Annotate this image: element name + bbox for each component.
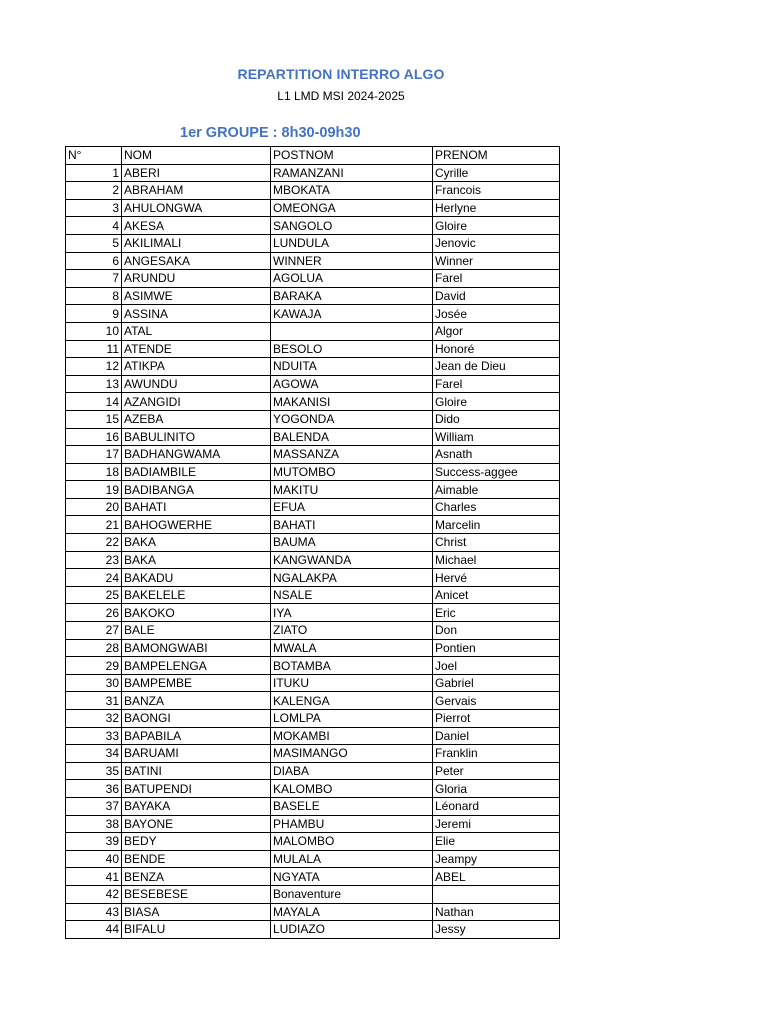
row-number: 10 (66, 322, 122, 340)
row-prenom: Jeampy (433, 850, 560, 868)
table-row (66, 622, 560, 640)
row-postnom: DIABA (271, 762, 433, 780)
row-prenom: Charles (433, 498, 560, 516)
row-number: 7 (66, 270, 122, 288)
row-prenom: Jean de Dieu (433, 358, 560, 376)
row-postnom: RAMANZANI (271, 164, 433, 182)
row-prenom: Gloire (433, 217, 560, 235)
row-postnom: MAKANISI (271, 393, 433, 411)
row-nom: ANGESAKA (122, 252, 271, 270)
row-postnom: LUNDULA (271, 234, 433, 252)
row-prenom: Anicet (433, 586, 560, 604)
row-prenom: Nathan (433, 903, 560, 921)
table-row (66, 358, 560, 376)
row-postnom: KALOMBO (271, 780, 433, 798)
row-prenom: Herlyne (433, 199, 560, 217)
row-postnom: MUTOMBO (271, 463, 433, 481)
row-nom: BAYAKA (122, 797, 271, 815)
row-number: 34 (66, 745, 122, 763)
row-prenom: Gloria (433, 780, 560, 798)
table-row (66, 340, 560, 358)
table-row (66, 164, 560, 182)
table-row (66, 305, 560, 323)
row-prenom: Elie (433, 833, 560, 851)
table-row (66, 868, 560, 886)
row-nom: BIASA (122, 903, 271, 921)
row-nom: BAKELELE (122, 586, 271, 604)
table-header-row (66, 147, 560, 165)
row-nom: AZEBA (122, 410, 271, 428)
table-row (66, 815, 560, 833)
document-subtitle: L1 LMD MSI 2024-2025 (277, 89, 405, 103)
header-nom: NOM (122, 147, 271, 165)
row-nom: BAPABILA (122, 727, 271, 745)
row-postnom: MAKITU (271, 481, 433, 499)
row-nom: BALE (122, 622, 271, 640)
row-postnom: EFUA (271, 498, 433, 516)
row-number: 14 (66, 393, 122, 411)
row-number: 44 (66, 921, 122, 939)
row-number: 3 (66, 199, 122, 217)
row-prenom: Farel (433, 375, 560, 393)
table-row (66, 569, 560, 587)
table-row (66, 498, 560, 516)
row-nom: ATENDE (122, 340, 271, 358)
row-number: 6 (66, 252, 122, 270)
row-nom: BAHOGWERHE (122, 516, 271, 534)
row-postnom: KANGWANDA (271, 551, 433, 569)
row-number: 21 (66, 516, 122, 534)
row-nom: BABULINITO (122, 428, 271, 446)
row-number: 37 (66, 797, 122, 815)
row-number: 22 (66, 534, 122, 552)
row-prenom: Joel (433, 657, 560, 675)
row-nom: ARUNDU (122, 270, 271, 288)
table-row (66, 833, 560, 851)
row-number: 25 (66, 586, 122, 604)
row-postnom: MALOMBO (271, 833, 433, 851)
row-nom: BIFALU (122, 921, 271, 939)
row-postnom: WINNER (271, 252, 433, 270)
row-postnom: NSALE (271, 586, 433, 604)
table-row (66, 745, 560, 763)
row-number: 41 (66, 868, 122, 886)
row-number: 42 (66, 885, 122, 903)
row-number: 36 (66, 780, 122, 798)
table-row (66, 252, 560, 270)
row-postnom: KALENGA (271, 692, 433, 710)
row-prenom: Aimable (433, 481, 560, 499)
row-postnom: BARAKA (271, 287, 433, 305)
row-prenom: Léonard (433, 797, 560, 815)
table-row (66, 217, 560, 235)
table-body (66, 164, 560, 938)
row-prenom: Honoré (433, 340, 560, 358)
table-row (66, 797, 560, 815)
row-nom: BAKOKO (122, 604, 271, 622)
table-row (66, 375, 560, 393)
row-postnom: IYA (271, 604, 433, 622)
row-number: 23 (66, 551, 122, 569)
row-postnom: ITUKU (271, 674, 433, 692)
table-row (66, 921, 560, 939)
table-row (66, 885, 560, 903)
table-row (66, 604, 560, 622)
row-postnom: LOMLPA (271, 710, 433, 728)
row-nom: BESEBESE (122, 885, 271, 903)
row-prenom: Gabriel (433, 674, 560, 692)
row-prenom: Francois (433, 182, 560, 200)
row-nom: BEDY (122, 833, 271, 851)
row-nom: BADHANGWAMA (122, 446, 271, 464)
row-postnom: BOTAMBA (271, 657, 433, 675)
table-row (66, 287, 560, 305)
row-nom: AZANGIDI (122, 393, 271, 411)
row-number: 31 (66, 692, 122, 710)
table-row (66, 674, 560, 692)
row-postnom: ZIATO (271, 622, 433, 640)
row-prenom: Marcelin (433, 516, 560, 534)
row-number: 30 (66, 674, 122, 692)
row-postnom (271, 322, 433, 340)
row-nom: AKILIMALI (122, 234, 271, 252)
row-prenom: William (433, 428, 560, 446)
row-number: 35 (66, 762, 122, 780)
row-number: 5 (66, 234, 122, 252)
row-postnom: BAUMA (271, 534, 433, 552)
row-nom: BADIBANGA (122, 481, 271, 499)
row-number: 15 (66, 410, 122, 428)
row-prenom: Jessy (433, 921, 560, 939)
row-nom: BATUPENDI (122, 780, 271, 798)
row-nom: BENDE (122, 850, 271, 868)
row-nom: AWUNDU (122, 375, 271, 393)
row-postnom: KAWAJA (271, 305, 433, 323)
table-row (66, 516, 560, 534)
table-row (66, 428, 560, 446)
row-number: 12 (66, 358, 122, 376)
row-postnom: OMEONGA (271, 199, 433, 217)
row-postnom: MULALA (271, 850, 433, 868)
row-nom: ASSINA (122, 305, 271, 323)
row-nom: BAONGI (122, 710, 271, 728)
row-prenom: Gloire (433, 393, 560, 411)
row-postnom: AGOLUA (271, 270, 433, 288)
row-postnom: NDUITA (271, 358, 433, 376)
row-number: 11 (66, 340, 122, 358)
row-postnom: MAYALA (271, 903, 433, 921)
row-nom: BADIAMBILE (122, 463, 271, 481)
row-prenom: Peter (433, 762, 560, 780)
row-postnom: BESOLO (271, 340, 433, 358)
row-number: 1 (66, 164, 122, 182)
document-title: REPARTITION INTERRO ALGO (237, 66, 445, 82)
row-prenom: Cyrille (433, 164, 560, 182)
row-number: 16 (66, 428, 122, 446)
row-number: 9 (66, 305, 122, 323)
row-prenom: Franklin (433, 745, 560, 763)
row-postnom: NGYATA (271, 868, 433, 886)
row-number: 27 (66, 622, 122, 640)
table-row (66, 639, 560, 657)
row-nom: ATIKPA (122, 358, 271, 376)
row-prenom: Algor (433, 322, 560, 340)
row-postnom: MASIMANGO (271, 745, 433, 763)
row-nom: BAMONGWABI (122, 639, 271, 657)
header-number: N° (66, 147, 122, 165)
row-number: 13 (66, 375, 122, 393)
row-number: 33 (66, 727, 122, 745)
row-postnom: NGALAKPA (271, 569, 433, 587)
header-postnom: POSTNOM (271, 147, 433, 165)
row-nom: BAHATI (122, 498, 271, 516)
row-prenom: Christ (433, 534, 560, 552)
table-row (66, 850, 560, 868)
table-row (66, 903, 560, 921)
group-heading: 1er GROUPE : 8h30-09h30 (180, 125, 361, 141)
row-nom: BAMPELENGA (122, 657, 271, 675)
row-postnom: BALENDA (271, 428, 433, 446)
table-row (66, 182, 560, 200)
row-prenom: Pierrot (433, 710, 560, 728)
row-prenom: Eric (433, 604, 560, 622)
row-nom: BAKA (122, 551, 271, 569)
row-prenom: Josée (433, 305, 560, 323)
row-nom: BAKA (122, 534, 271, 552)
row-number: 8 (66, 287, 122, 305)
row-prenom: David (433, 287, 560, 305)
row-number: 29 (66, 657, 122, 675)
row-prenom: Jeremi (433, 815, 560, 833)
row-nom: BAYONE (122, 815, 271, 833)
row-number: 26 (66, 604, 122, 622)
row-prenom: Gervais (433, 692, 560, 710)
table-row (66, 534, 560, 552)
row-nom: ATAL (122, 322, 271, 340)
table-row (66, 446, 560, 464)
row-nom: ABRAHAM (122, 182, 271, 200)
row-number: 2 (66, 182, 122, 200)
row-postnom: PHAMBU (271, 815, 433, 833)
header-prenom: PRENOM (433, 147, 560, 165)
row-postnom: YOGONDA (271, 410, 433, 428)
table-row (66, 270, 560, 288)
table-row (66, 551, 560, 569)
row-postnom: Bonaventure (271, 885, 433, 903)
row-prenom: Pontien (433, 639, 560, 657)
table-row (66, 234, 560, 252)
row-nom: BAKADU (122, 569, 271, 587)
row-nom: BATINI (122, 762, 271, 780)
row-number: 32 (66, 710, 122, 728)
row-number: 19 (66, 481, 122, 499)
row-postnom: MASSANZA (271, 446, 433, 464)
table-row (66, 393, 560, 411)
table-row (66, 657, 560, 675)
row-nom: ASIMWE (122, 287, 271, 305)
row-prenom: Winner (433, 252, 560, 270)
row-prenom (433, 885, 560, 903)
table-row (66, 710, 560, 728)
row-nom: BARUAMI (122, 745, 271, 763)
row-nom: BANZA (122, 692, 271, 710)
row-number: 43 (66, 903, 122, 921)
row-prenom: Success-aggee (433, 463, 560, 481)
row-postnom: MWALA (271, 639, 433, 657)
table-row (66, 481, 560, 499)
row-prenom: Jenovic (433, 234, 560, 252)
row-number: 18 (66, 463, 122, 481)
table-row (66, 586, 560, 604)
row-postnom: SANGOLO (271, 217, 433, 235)
row-postnom: BAHATI (271, 516, 433, 534)
row-nom: ABERI (122, 164, 271, 182)
table-row (66, 410, 560, 428)
row-number: 20 (66, 498, 122, 516)
row-nom: AKESA (122, 217, 271, 235)
row-number: 38 (66, 815, 122, 833)
row-prenom: Farel (433, 270, 560, 288)
row-nom: BAMPEMBE (122, 674, 271, 692)
row-postnom: MOKAMBI (271, 727, 433, 745)
table-row (66, 762, 560, 780)
row-nom: AHULONGWA (122, 199, 271, 217)
table-row (66, 463, 560, 481)
row-number: 39 (66, 833, 122, 851)
table-row (66, 780, 560, 798)
row-number: 4 (66, 217, 122, 235)
table-row (66, 322, 560, 340)
row-number: 17 (66, 446, 122, 464)
row-nom: BENZA (122, 868, 271, 886)
row-prenom: Don (433, 622, 560, 640)
row-prenom: ABEL (433, 868, 560, 886)
row-postnom: BASELE (271, 797, 433, 815)
row-prenom: Dido (433, 410, 560, 428)
row-postnom: AGOWA (271, 375, 433, 393)
row-postnom: LUDIAZO (271, 921, 433, 939)
row-prenom: Hervé (433, 569, 560, 587)
row-prenom: Michael (433, 551, 560, 569)
table-row (66, 727, 560, 745)
table-row (66, 692, 560, 710)
row-prenom: Asnath (433, 446, 560, 464)
row-number: 28 (66, 639, 122, 657)
row-number: 24 (66, 569, 122, 587)
row-postnom: MBOKATA (271, 182, 433, 200)
row-number: 40 (66, 850, 122, 868)
row-prenom: Daniel (433, 727, 560, 745)
student-roster-table (65, 146, 560, 939)
table-row (66, 199, 560, 217)
